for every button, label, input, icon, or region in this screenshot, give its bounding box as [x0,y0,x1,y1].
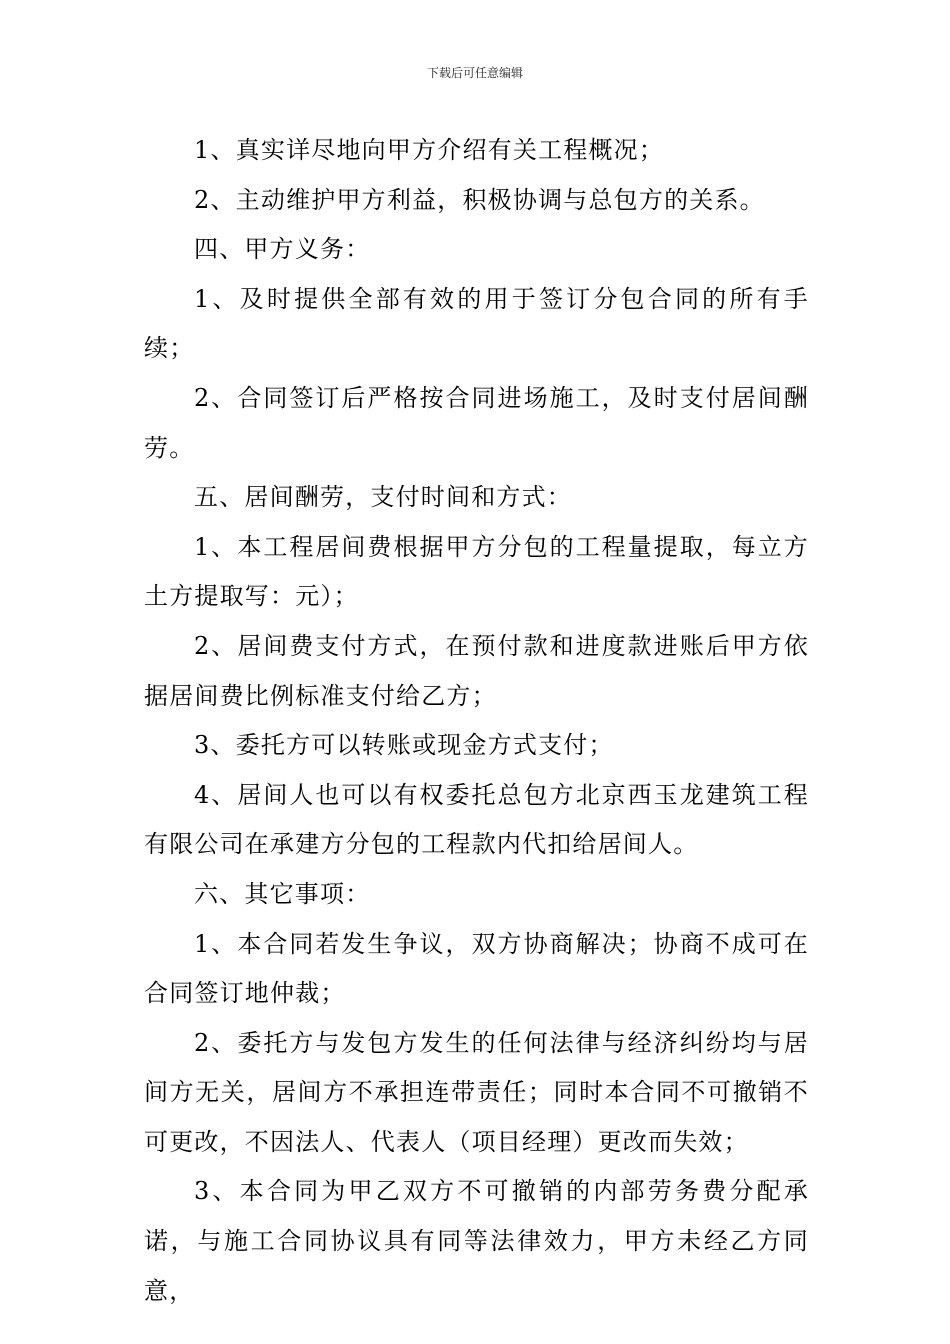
section-heading-party-a-obligations: 四、甲方义务： [194,235,371,264]
paragraph-9: 3、委托方可以转账或现金方式支付； [194,731,614,760]
paragraph-1: 1、真实详尽地向甲方介绍有关工程概况； [194,136,665,164]
paragraph-14: 3、本合同为甲乙双方不可撤销的内部劳务费分配承诺，与施工合同协议具有同等法律效力，甲方未经乙方同意， [144,1177,809,1305]
paragraph-8: 2、居间费支付方式，在预付款和进度款进账后甲方依据居间费比例标准支付给乙方； [144,631,809,710]
paragraph-12: 1、本合同若发生争议，双方协商解决；协商不成可在合同签订地仲裁； [144,929,809,1008]
paragraph-10: 4、居间人也可以有权委托总包方北京西玉龙建筑工程有限公司在承建方分包的工程款内代扣给居间人。 [144,780,809,859]
document-body [144,126,809,1316]
section-heading-fees-payment: 五、居间酬劳，支付时间和方式： [194,483,572,512]
paragraph-5: 2、合同签订后严格按合同进场施工，及时支付居间酬劳。 [144,383,809,462]
paragraph-7: 1、本工程居间费根据甲方分包的工程量提取，每立方土方提取写：元）； [144,532,809,611]
paragraph-13: 2、委托方与发包方发生的任何法律与经济纠纷均与居间方无关，居间方不承担连带责任；同时本合同不可撤销不可更改，不因法人、代表人（项目经理）更改而失效； [144,1028,809,1156]
page-header-note: 下载后可任意编辑 [426,66,523,80]
section-heading-other-matters: 六、其它事项： [194,879,371,908]
paragraph-2: 2、主动维护甲方利益，积极协调与总包方的关系。 [194,185,765,214]
paragraph-4: 1、及时提供全部有效的用于签订分包合同的所有手续； [144,284,809,363]
